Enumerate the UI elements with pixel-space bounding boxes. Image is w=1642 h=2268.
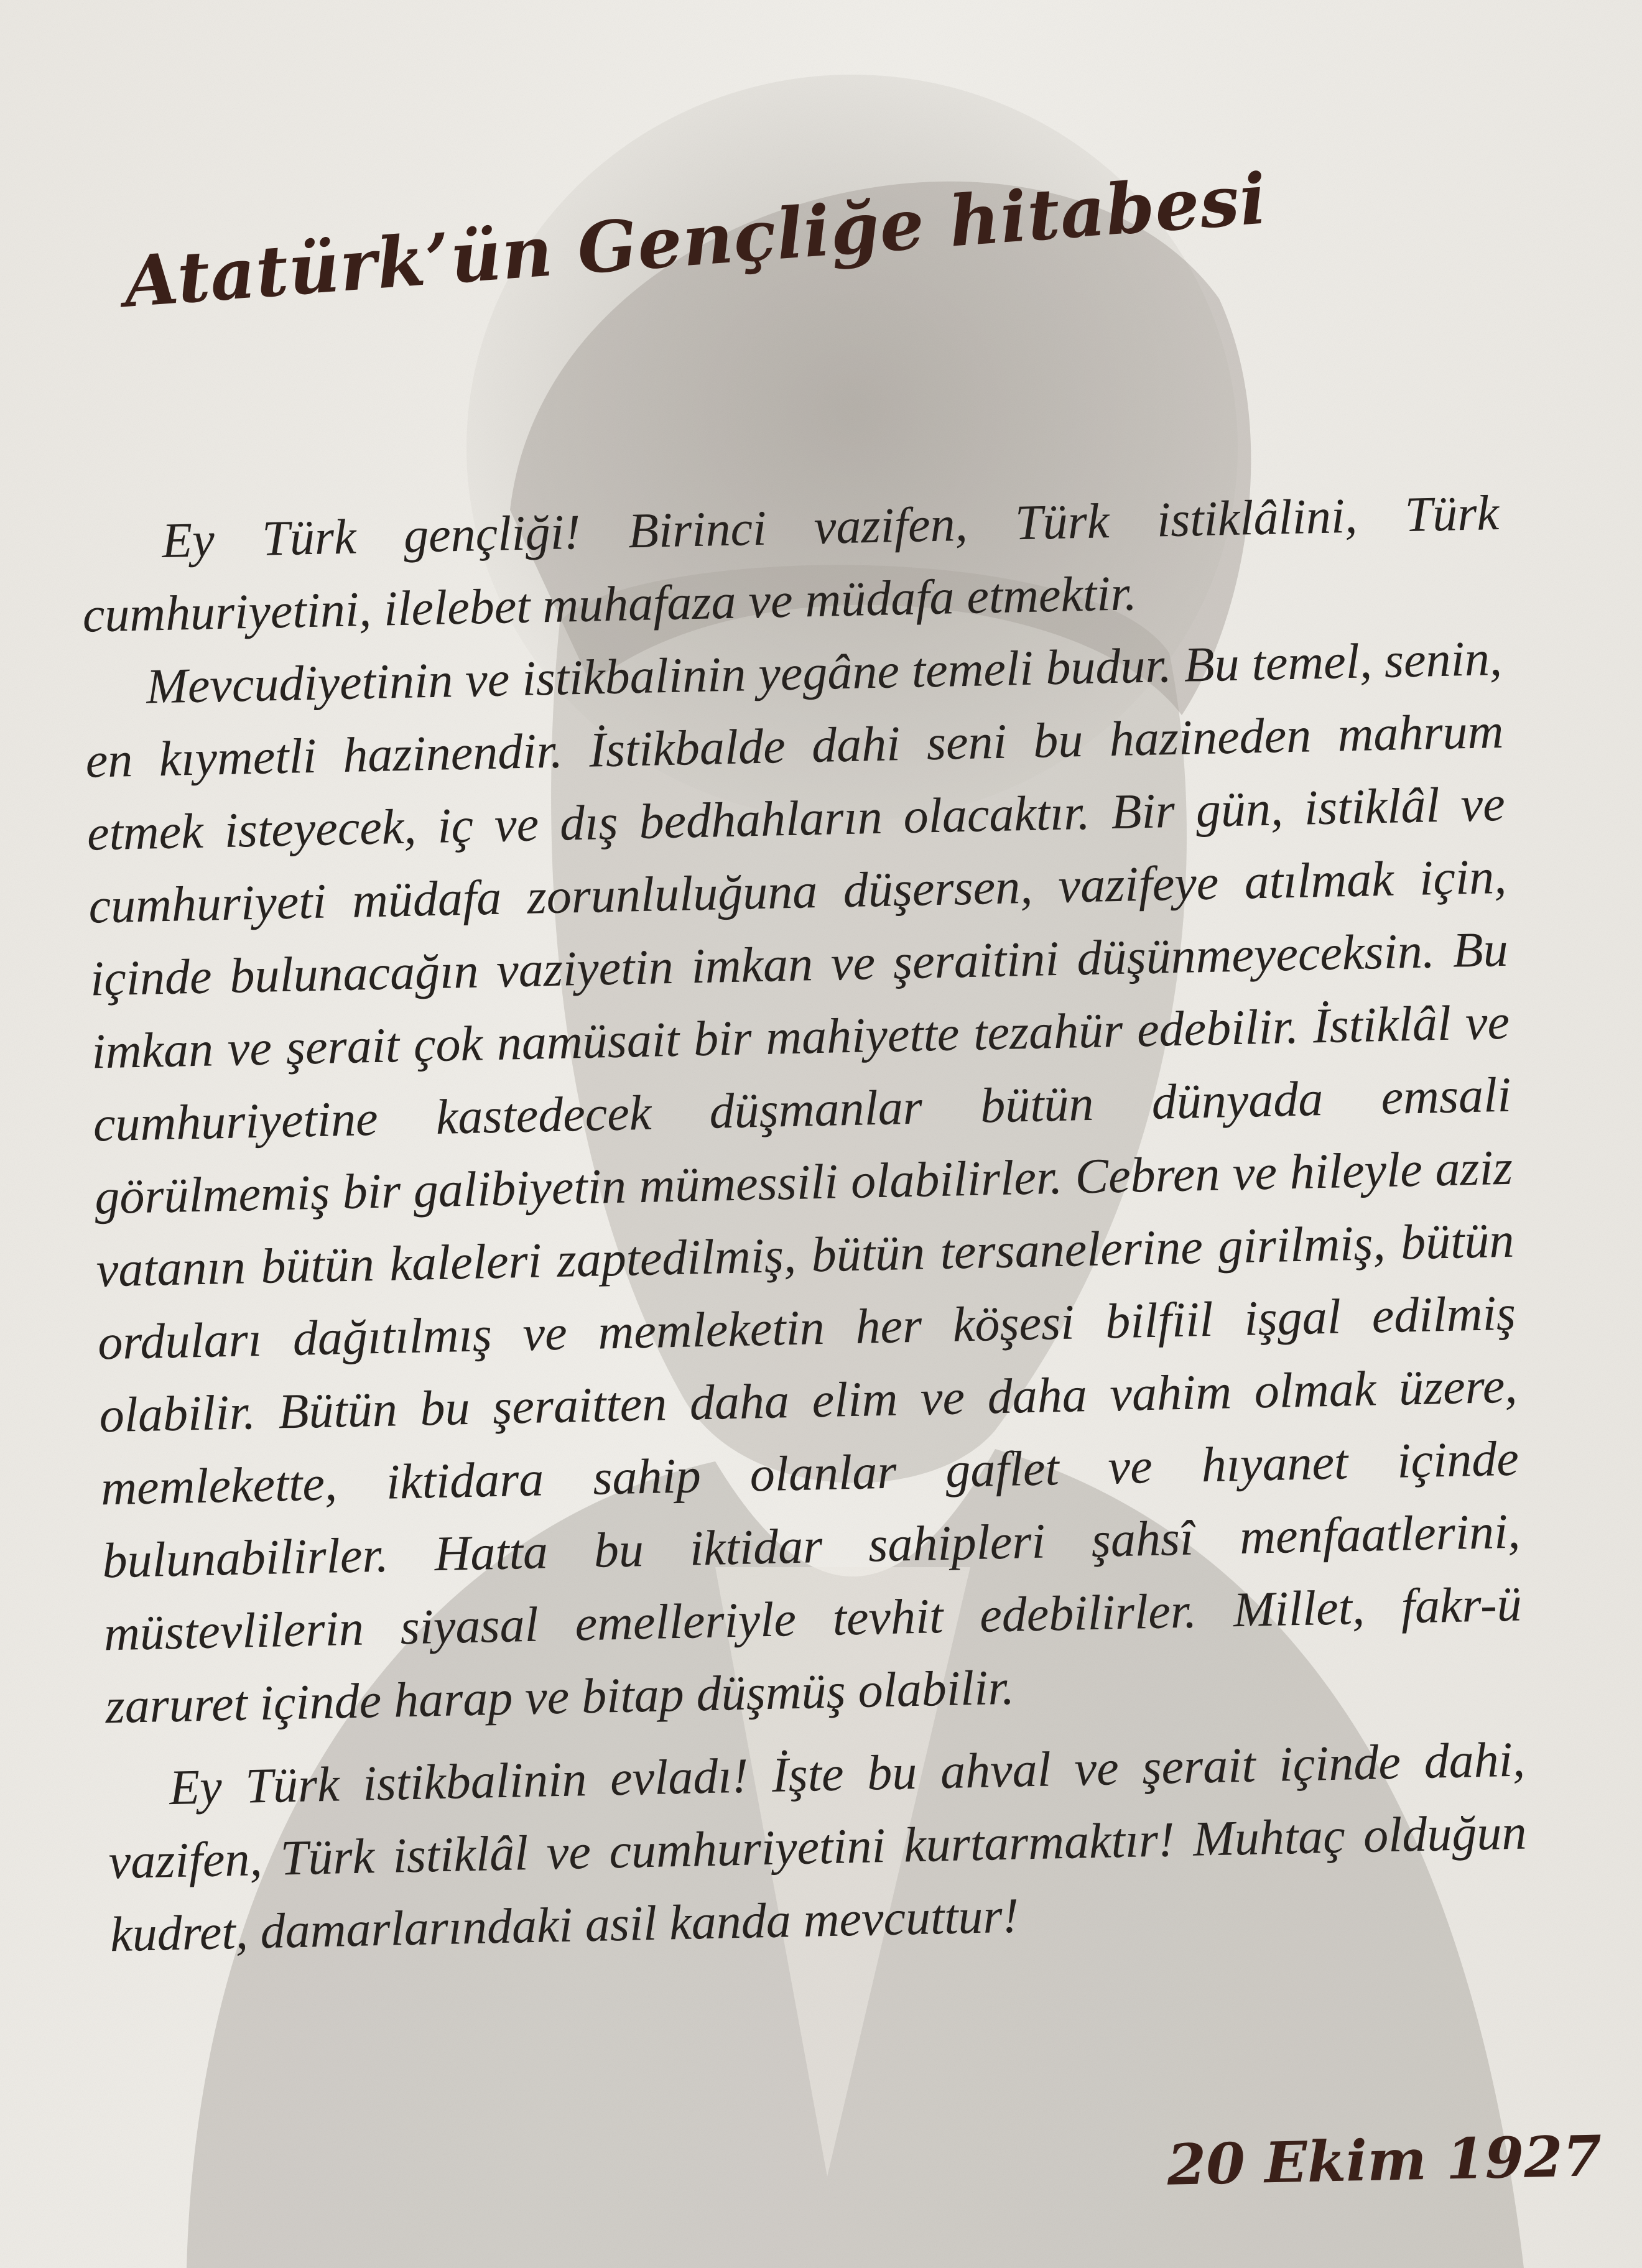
speech-text <box>80 477 1529 1971</box>
date-line: 20 Ekim 1927 <box>1166 2123 1603 2198</box>
page-title: Atatürk’ün Gençliğe hitabesi <box>121 158 1270 323</box>
paragraph: Ey Türk istikbalinin evladı! İşte bu ahval ve şerait içinde dahi, vazifen, Türk istiklâl ve cumhuriyetini kurtarmaktır! Muhtaç olduğun kudret, damarlarındaki asil kanda mevcuttur! <box>108 1732 1528 1963</box>
paragraph: Ey Türk gençliği! Birinci vazifen, Türk istiklâlini, Türk cumhuriyetini, ilelebet muhafaza ve müdafa etmektir. <box>81 485 1500 643</box>
paragraph: Mevcudiyetinin ve istikbalinin yegâne temeli budur. Bu temel, senin, en kıymetli hazinendir. İstikbalde dahi seni bu hazineden mahrum etmek isteyecek, iç ve dış bedhahların olacaktır. Bir gün, istiklâl ve cumhuriyeti müdafa zorunluluğuna düşersen, vazifeye atılmak için, içinde bulunacağın vaziyetin imkan ve şeraitini düşünmeyeceksin. Bu imkan ve şerait çok namüsait bir mahiyette tezahür edebilir. İstiklâl ve cumhuriyetine kastedecek düşmanlar bütün dünyada emsali görülmemiş bir galibiyetin mümessili olabilirler. Cebren ve hileyle aziz vatanın bütün kaleleri zaptedilmiş, bütün tersanelerine girilmiş, bütün orduları dağıtılmış ve memleketin her köşesi bilfiil işgal edilmiş olabilir. Bütün bu şeraitten daha elim ve daha vahim olmak üzere, memlekette, iktidara sahip olanlar gaflet ve hıyanet içinde bulunabilirler. Hatta bu iktidar sahipleri şahsî menfaatlerini, müstevlilerin siyasal emelleriyle tevhit edebilirler. Millet, fakr-ü zaruret içinde harap ve bitap düşmüş olabilir. <box>85 631 1523 1734</box>
